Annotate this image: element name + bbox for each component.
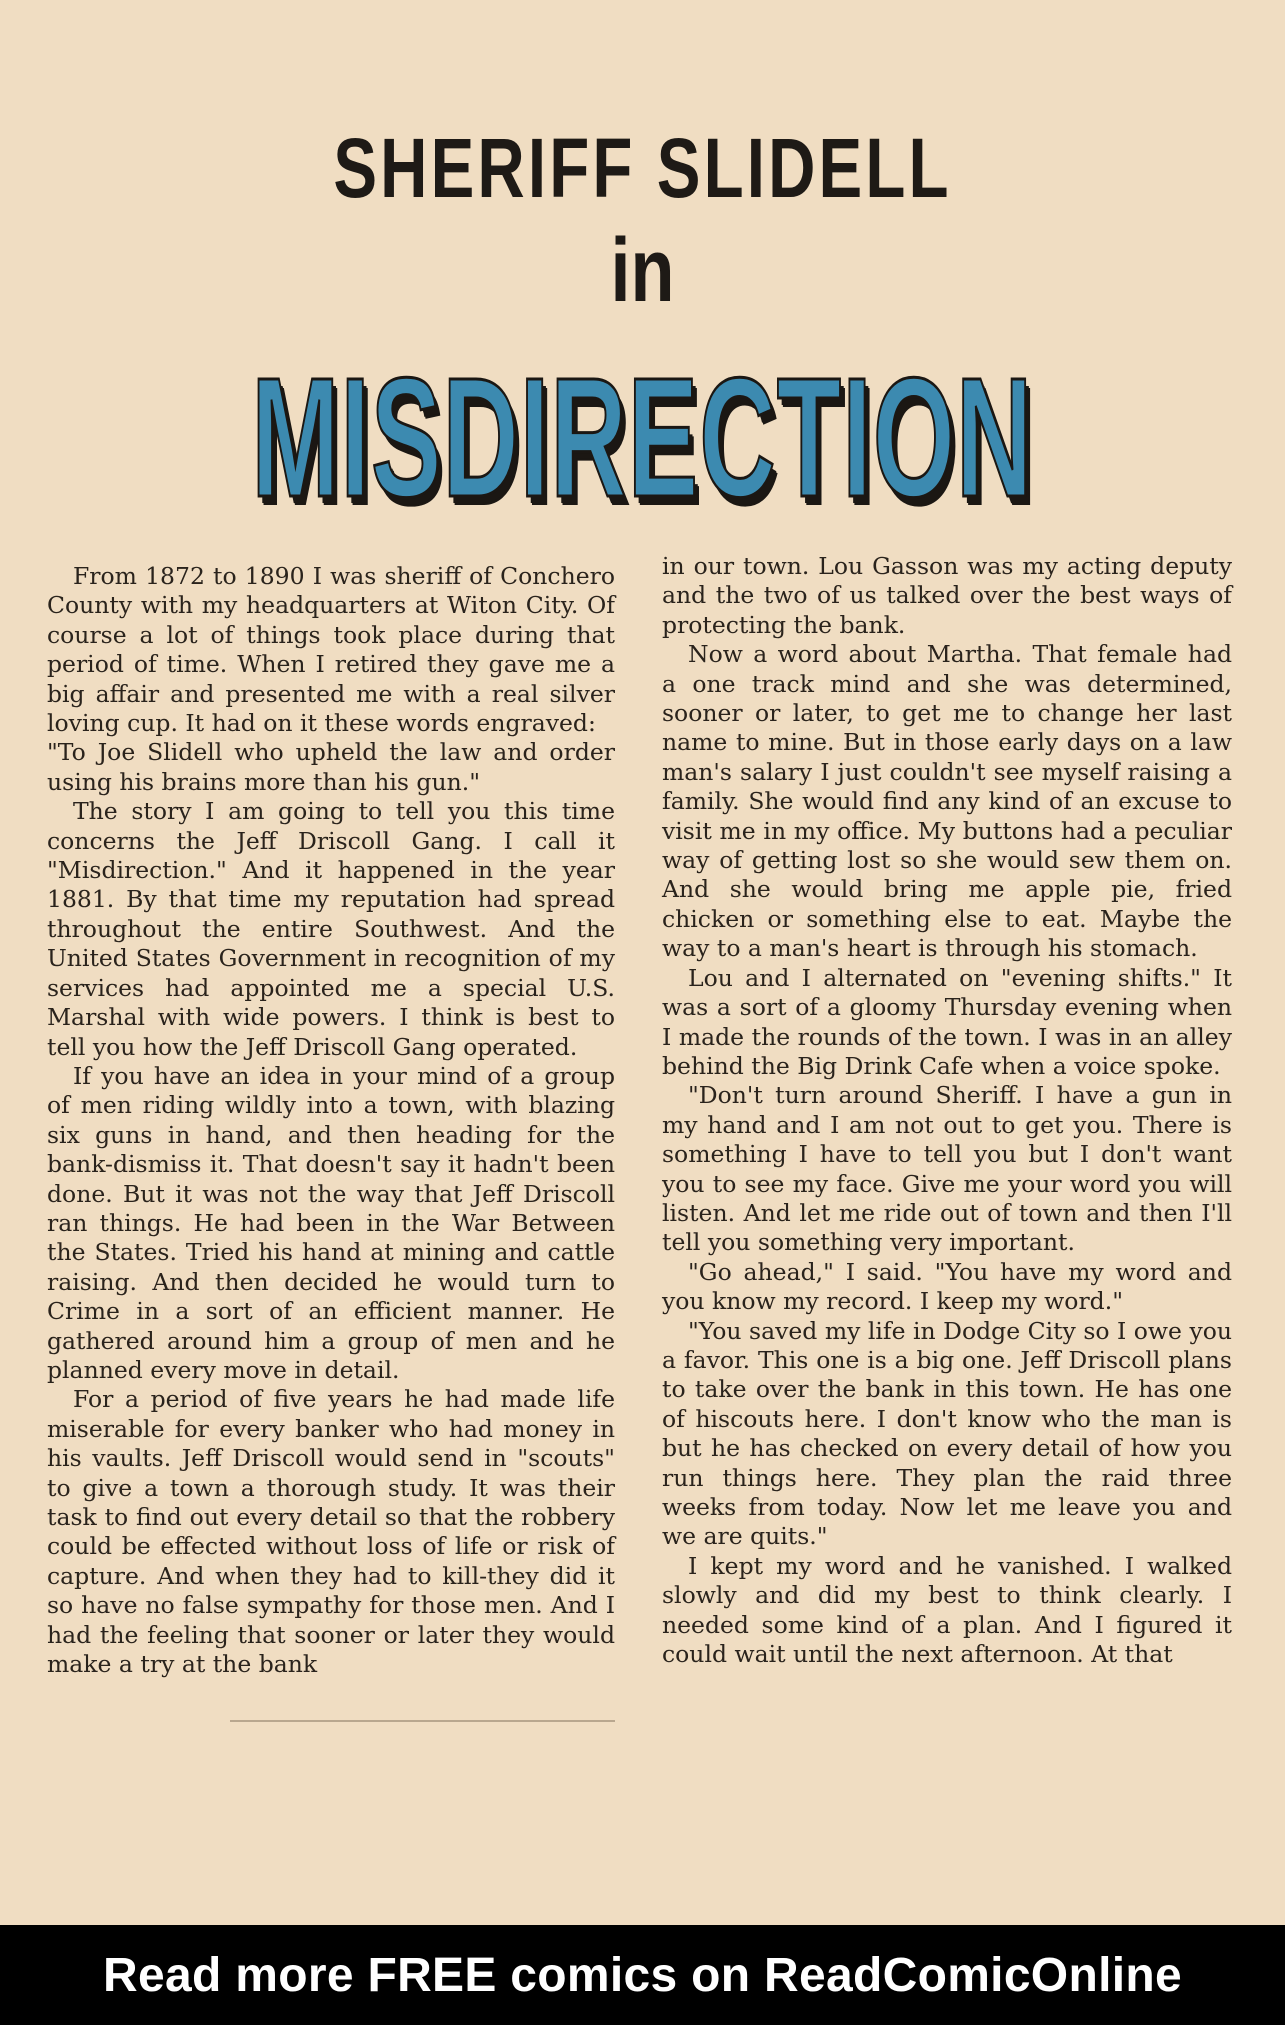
column-divider-left [230,1720,615,1722]
paragraph-quote: "To Joe Slidell who upheld the law and order using his brains more than his gun." [47,738,615,796]
story-title-misdirection: MISDIRECTION [251,343,1034,533]
story-title-sheriff-slidell: SHERIFF SLIDELL [333,121,952,215]
promo-banner[interactable] [0,1925,1285,2025]
paragraph: "You saved my life in Dodge City so I owe you a favor. This one is a big one. Jeff Driscoll plans to take over the bank in this town. He has one of hiscouts here. I don't know who the man is but he has checked on every detail of how you run things here. They plan the raid three weeks from today. Now let me leave you and we are quits." [662,1316,1232,1551]
paragraph: Lou and I alternated on "evening shifts." It was a sort of a gloomy Thursday evening when I made the rounds of the town. I was in an alley behind the Big Drink Cafe when a voice spoke. [662,963,1232,1080]
promo-banner-text[interactable]: Read more FREE comics on ReadComicOnline [103,1948,1182,2002]
paragraph: If you have an idea in your mind of a group of men riding wildly into a town, with blazing six guns in hand, and then heading for the bank-dismiss it. That doesn't say it hadn't been done. But it was not the way that Jeff Driscoll ran things. He had been in the War Between the States. Tried his hand at mining and cattle raising. And then decided he would turn to Crime in a sort of an efficient manner. He gathered around him a group of men and he planned every move in detail. [47,1061,615,1384]
paragraph: in our town. Lou Gasson was my acting deputy and the two of us talked over the best ways of protecting the bank. [662,552,1232,639]
paragraph: Now a word about Martha. That female had a one track mind and she was determined, sooner or later, to get me to change her last name to mine. But in those early days on a law man's salary I just couldn't see myself raising a family. She would find any kind of an excuse to visit me in my office. My buttons had a peculiar way of getting lost so she would sew them on. And she would bring me apple pie, fried chicken or something else to eat. Maybe the way to a man's heart is through his stomach. [662,640,1232,963]
text-column-right [662,552,1232,1669]
text-column-left [47,562,615,1679]
paragraph: From 1872 to 1890 I was sheriff of Conchero County with my headquarters at Witon City. Of course a lot of things took place during that period of time. When I retired they gave me a big affair and presented me with a real silver loving cup. It had on it these words engraved: [47,562,615,738]
paragraph: "Go ahead," I said. "You have my word and you know my record. I keep my word." [662,1257,1232,1316]
paragraph: The story I am going to tell you this time concerns the Jeff Driscoll Gang. I call it "Misdirection." And it happened in the year 1881. By that time my reputation had spread throughout the entire Southwest. And the United States Government in recognition of my services had appointed me a special U.S. Marshal with wide powers. I think is best to tell you how the Jeff Driscoll Gang operated. [47,797,615,1061]
paragraph: I kept my word and he vanished. I walked slowly and did my best to think clearly. I needed some kind of a plan. And I figured it could wait until the next afternoon. At that [662,1551,1232,1669]
paragraph: For a period of five years he had made life miserable for every banker who had money in his vaults. Jeff Driscoll would send in "scouts" to give a town a thorough study. It was their task to find out every detail so that the robbery could be effected without loss of life or risk of capture. And when they had to kill-they did it so have no false sympathy for those men. And I had the feeling that sooner or later they would make a try at the bank [47,1385,615,1679]
story-title-in: in [610,221,675,321]
paragraph: "Don't turn around Sheriff. I have a gun in my hand and I am not out to get you. There is something I have to tell you but I don't want you to see my face. Give me your word you will listen. And let me ride out of town and then I'll tell you something very important. [662,1081,1232,1257]
